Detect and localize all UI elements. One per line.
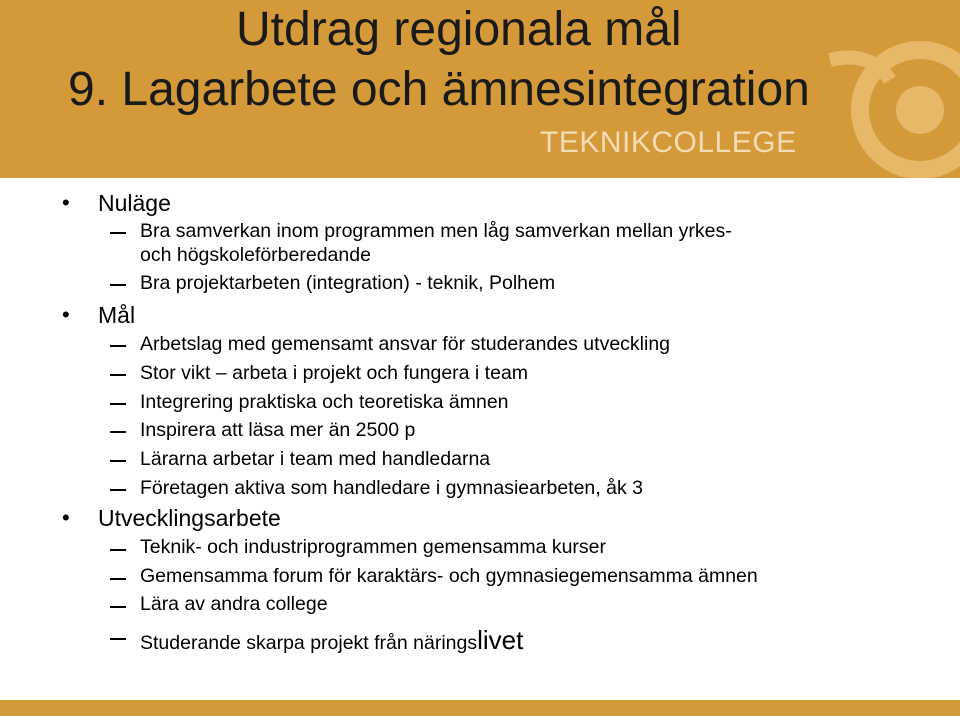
brand-name: TEKNIKCOLLEGE <box>540 126 797 159</box>
bullet-icon: • <box>62 505 70 530</box>
list-item-text-large: livet <box>477 625 524 655</box>
teknikcollege-logo-icon <box>810 40 960 178</box>
list-item: Arbetslag med gemensamt ansvar för studerandes utveckling <box>140 333 671 355</box>
list-item: Bra samverkan inom programmen men låg samverkan mellan yrkes- <box>140 220 732 242</box>
section-heading-utvecklingsarbete: Utvecklingsarbete <box>98 505 281 531</box>
dash-icon <box>110 638 126 640</box>
section-heading-nulage: Nuläge <box>98 190 171 216</box>
list-item: Företagen aktiva som handledare i gymnasiearbeten, åk 3 <box>140 477 643 499</box>
dash-icon <box>110 431 126 433</box>
list-item: Inspirera att läsa mer än 2500 p <box>140 419 416 441</box>
list-item-text: Studerande skarpa projekt från närings <box>140 632 478 654</box>
slide-title-line1: Utdrag regionala mål <box>236 3 682 56</box>
list-item <box>140 625 523 656</box>
list-item: Lära av andra college <box>140 593 328 615</box>
footer-bar <box>0 700 960 716</box>
dash-icon <box>110 549 126 551</box>
list-item: och högskoleförberedande <box>140 244 371 266</box>
dash-icon <box>110 284 126 286</box>
section-heading-mal: Mål <box>98 302 136 328</box>
bullet-icon: • <box>62 302 70 327</box>
dash-icon <box>110 578 126 580</box>
list-item: Lärarna arbetar i team med handledarna <box>140 448 491 470</box>
list-item: Bra projektarbeten (integration) - teknik, Polhem <box>140 272 556 294</box>
list-item: Gemensamma forum för karaktärs- och gymnasiegemensamma ämnen <box>140 565 758 587</box>
bullet-icon: • <box>62 190 70 215</box>
dash-icon <box>110 489 126 491</box>
dash-icon <box>110 606 126 608</box>
dash-icon <box>110 232 126 234</box>
slide-title-line2: 9. Lagarbete och ämnesintegration <box>68 63 810 116</box>
list-item: Stor vikt – arbeta i projekt och fungera i team <box>140 362 529 384</box>
dash-icon <box>110 403 126 405</box>
slide-header <box>0 0 960 178</box>
dash-icon <box>110 460 126 462</box>
list-item: Integrering praktiska och teoretiska ämnen <box>140 391 509 413</box>
dash-icon <box>110 374 126 376</box>
list-item: Teknik- och industriprogrammen gemensamma kurser <box>140 536 607 558</box>
dash-icon <box>110 345 126 347</box>
